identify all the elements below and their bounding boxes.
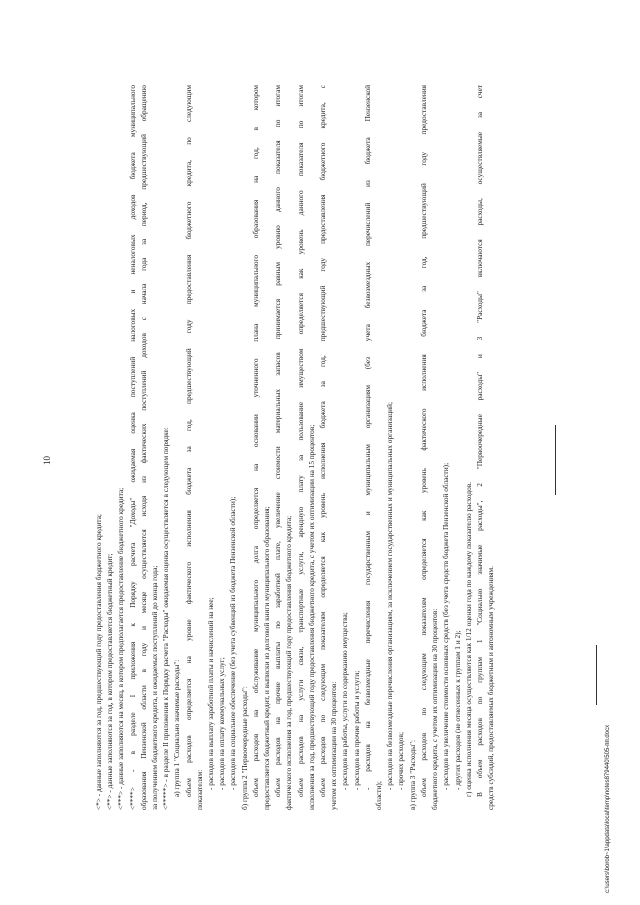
list-item: - расходов на оплату коммунальных услуг; [217,657,227,790]
footnote-line: <****> - в разделе I приложения к Порядку расчета "Доходы" ожидаемая оценка поступлений налоговых и неналоговых доходов бюджета муниципального [127,85,137,810]
paragraph-line: показателям: [194,769,204,810]
paragraph-line: объем расходов на услуги связи, транспортные услуги, арендную плату за пользование имуществом определяется как уровень данного показателя по итогам [295,85,305,797]
paragraph-line: фактического исполнения за год, предшествующий году предоставления бюджетного кредита; [284,515,294,810]
list-item: - расходов на безвозмездные перечисления государственным и муниципальным организациям (без учета безвозмездных перечислений из бюджета Пензенской [362,85,372,790]
paragraph-line: исполнения за год, предшествующий году предоставления бюджетного кредита, с учетом их оптимизации на 15 процентов; [306,424,316,810]
page-number: 10 [42,456,52,465]
paragraph-line: объем расходов по следующим показателям определяется как уровень фактического исполнения бюджета за год, предшествующий году предоставления [418,85,428,797]
footnote-line: за получением бюджетного кредита, и ожидаемых поступлений до конца года; [150,565,160,810]
list-item: - расходов на социальное обеспечение (без учета субвенций из бюджета Пензенской области); [228,496,238,790]
separator-line [555,425,556,495]
paragraph-line: средств субсидий, предоставляемых бюджетным и автономным учреждениям. [486,566,496,810]
footnote-line: <*****> - в разделе II приложения к Порядку расчета "Расходы" ожидаемая оценка осуществляется в следующем порядке: [161,427,171,810]
separator-line [596,645,597,705]
paragraph-line: б) группа 2 "Первоочередные расходы": [239,686,249,810]
list-item: - расходов на выплату заработной платы и начислений на нее; [206,597,216,790]
paragraph-line: объем расходов на прочие выплаты по заработной плате, увеличение стоимости материальных запасов принимается равным уровню данного показателя по итогам [273,85,283,797]
list-item: - расходов на прочие работы и услуги; [351,670,361,790]
paragraph-line: а) группа 1 "Социально значимые расходы": [172,659,182,797]
paragraph-line: объем расходов по следующим показателям определяется как уровень исполнения бюджета за год, предшествующий году предоставления бюджетного кредита, с [318,85,328,797]
list-item: - расходов на безвозмездные перечисления организациям, за исключением государственных и муниципальных организаций; [385,402,395,790]
paragraph-line: предоставляется бюджетный кредит, и выписки из долговой книги муниципального образования; [262,506,272,810]
paragraph-line: г) оценка исполнения месяца осуществляется как 1/12 оценки года по каждому показателю расходов. [463,481,473,797]
footnote-line: <*> - данные заполняются за год, предшествующий году предоставления бюджетного кредита; [94,514,103,810]
paragraph-line: объем расходов определяется на уровне фактического исполнения бюджета за год, предшествующий году предоставления бюджетного кредита, по следующим [183,85,193,797]
paragraph-line: В объем расходов по группам 1 "Социально значимые расходы", 2 "Первоочередные расходы" и 3 "Расходы" включаются расходы, осуществляемые за счет [474,85,484,797]
paragraph-line: учетом их оптимизации на 30 процентов: [329,681,339,810]
document-text [93,85,496,810]
footnote-line: <***> - данные заполняются на месяц, в котором предполагается предоставление бюджетного кредита; [116,487,126,810]
list-item: - других расходов (не отнесенных к группам 1 и 2); [452,630,462,790]
footnote-line: <**> - данные заполняются за год, в котором предоставляется бюджетный кредит; [105,553,115,810]
footnote-line: образования Пензенской области в году и месяце осуществляется исходя из фактических поступлений доходов с начала года за период, предшествующий обращению [138,85,148,810]
list-item: - расходов на увеличение стоимости основных средств (без учета средств бюджета Пензенской области); [441,462,451,790]
paragraph-line: в) группа 3 "Расходы": [407,739,417,810]
list-item: - расходов на работы, услуги по содержанию имущества; [340,612,350,790]
paragraph-line: объем расходов на обслуживание муниципального долга определяется на основании уточненного плана муниципального образования на год, в котором [250,85,260,797]
file-path-footer: c:\users\borob~1\appdata\local\temp\notes879440\505-пп.docx [605,724,611,893]
list-item: - прочих расходов; [396,732,406,790]
paragraph-line: области); [374,781,384,810]
paragraph-line: бюджетного кредита, с учетом их оптимизации на 30 процентов: [430,608,440,810]
